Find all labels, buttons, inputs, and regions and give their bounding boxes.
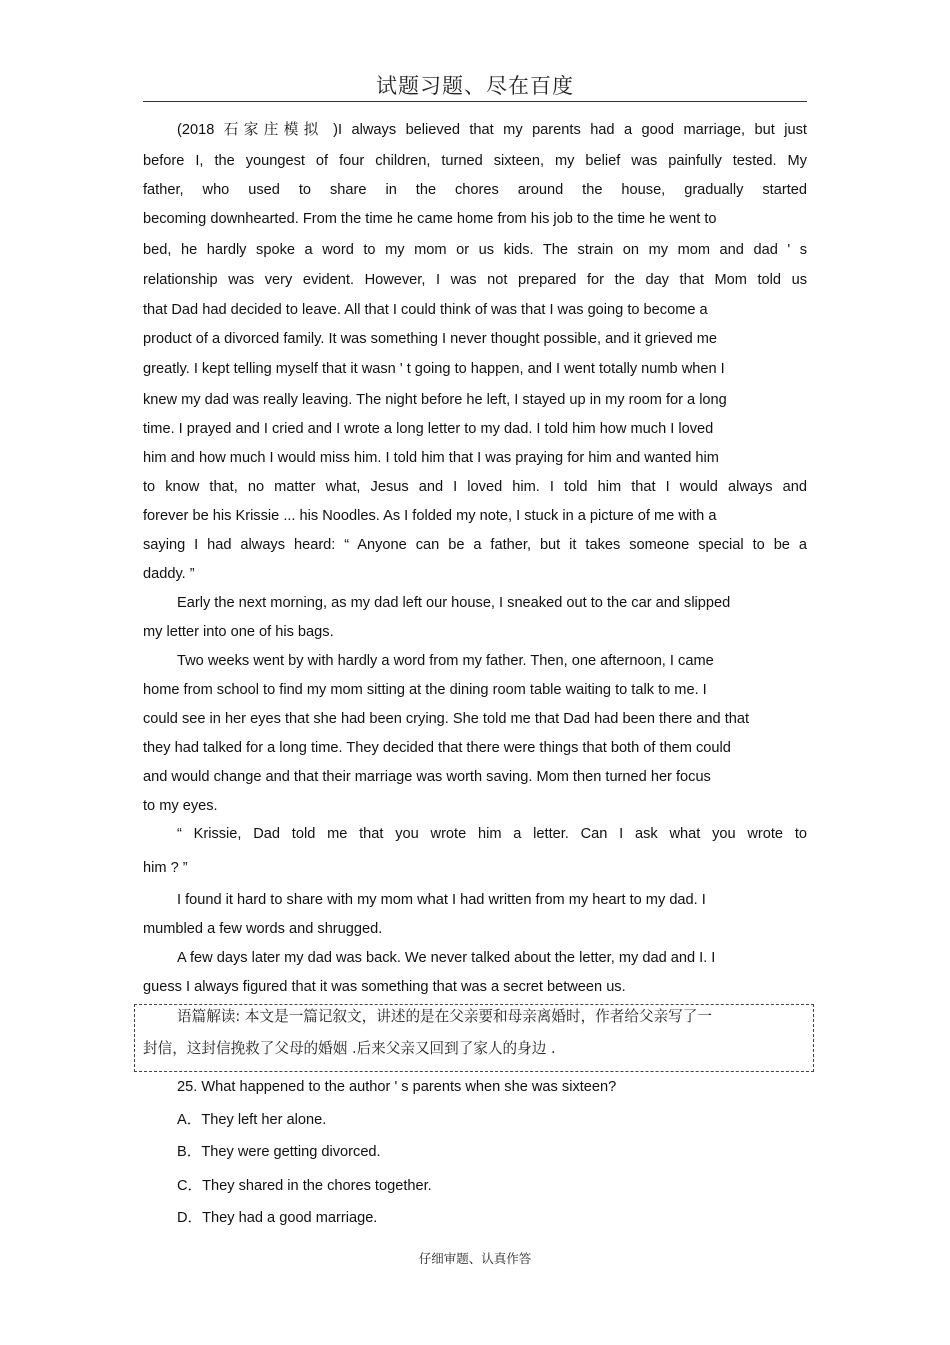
- passage-line: bed, he hardly spoke a word to my mom or us kids. The strain on my mom and dad ' s: [143, 242, 807, 258]
- option-d[interactable]: D．They had a good marriage.: [177, 1210, 378, 1226]
- passage-line: becoming downhearted. From the time he came home from his job to the time he went to: [143, 211, 717, 227]
- analysis-text-line: 封信，这封信挽救了父母的婚姻 .后来父亲又回到了家人的身边 .: [143, 1040, 556, 1057]
- option-c[interactable]: C．They shared in the chores together.: [177, 1178, 432, 1194]
- passage-line: my letter into one of his bags.: [143, 624, 334, 640]
- passage-line: mumbled a few words and shrugged.: [143, 921, 383, 937]
- passage-line: I found it hard to share with my mom what I had written from my heart to my dad. I: [177, 892, 706, 908]
- question-stem: 25. What happened to the author ' s parents when she was sixteen?: [177, 1079, 617, 1095]
- passage-line: him and how much I would miss him. I told him that I was praying for him and wanted him: [143, 450, 719, 466]
- passage-line: they had talked for a long time. They decided that there were things that both of them could: [143, 740, 731, 756]
- passage-line: guess I always figured that it was something that was a secret between us.: [143, 979, 626, 995]
- passage-line: Early the next morning, as my dad left our house, I sneaked out to the car and slipped: [177, 595, 731, 611]
- passage-line: and would change and that their marriage was worth saving. Mom then turned her focus: [143, 769, 711, 785]
- passage-line: to know that, no matter what, Jesus and I loved him. I told him that I would always and: [143, 479, 807, 495]
- page-header-title: 试题习题、尽在百度: [376, 74, 574, 98]
- analysis-text-line: 语篇解读: 本文是一篇记叙文，讲述的是在父亲要和母亲离婚时，作者给父亲写了一: [177, 1008, 712, 1025]
- passage-line: forever be his Krissie ... his Noodles. As I folded my note, I stuck in a picture of me with a: [143, 508, 717, 524]
- passage-line: relationship was very evident. However, I was not prepared for the day that Mom told us: [143, 272, 807, 288]
- passage-line: daddy. ”: [143, 566, 195, 582]
- passage-line: Two weeks went by with hardly a word from my father. Then, one afternoon, I came: [177, 653, 714, 669]
- passage-line: father, who used to share in the chores around the house, gradually started: [143, 182, 807, 198]
- option-a[interactable]: A．They left her alone.: [177, 1112, 327, 1128]
- passage-line: (2018 石家庄模拟 )I always believed that my parents had a good marriage, but just: [177, 122, 807, 138]
- passage-line: “ Krissie, Dad told me that you wrote him a letter. Can I ask what you wrote to: [177, 826, 807, 842]
- passage-line: greatly. I kept telling myself that it wasn ' t going to happen, and I went totally numb when I: [143, 361, 725, 377]
- passage-line: home from school to find my mom sitting at the dining room table waiting to talk to me. I: [143, 682, 707, 698]
- page-footer: 仔细审题、认真作答: [418, 1251, 532, 1266]
- header-divider: [143, 101, 807, 102]
- passage-line: saying I had always heard: “ Anyone can be a father, but it takes someone special to be a: [143, 537, 807, 553]
- passage-line: knew my dad was really leaving. The night before he left, I stayed up in my room for a long: [143, 392, 727, 408]
- passage-line: to my eyes.: [143, 798, 218, 814]
- option-b[interactable]: B．They were getting divorced.: [177, 1144, 381, 1160]
- passage-line: time. I prayed and I cried and I wrote a long letter to my dad. I told him how much I loved: [143, 421, 714, 437]
- passage-line: product of a divorced family. It was something I never thought possible, and it grieved me: [143, 331, 718, 347]
- passage-line: him ? ”: [143, 860, 188, 876]
- passage-line: before I, the youngest of four children, turned sixteen, my belief was painfully tested. My: [143, 153, 807, 169]
- passage-line: could see in her eyes that she had been crying. She told me that Dad had been there and that: [143, 711, 750, 727]
- passage-line: that Dad had decided to leave. All that I could think of was that I was going to become a: [143, 302, 708, 318]
- passage-line: A few days later my dad was back. We never talked about the letter, my dad and I. I: [177, 950, 716, 966]
